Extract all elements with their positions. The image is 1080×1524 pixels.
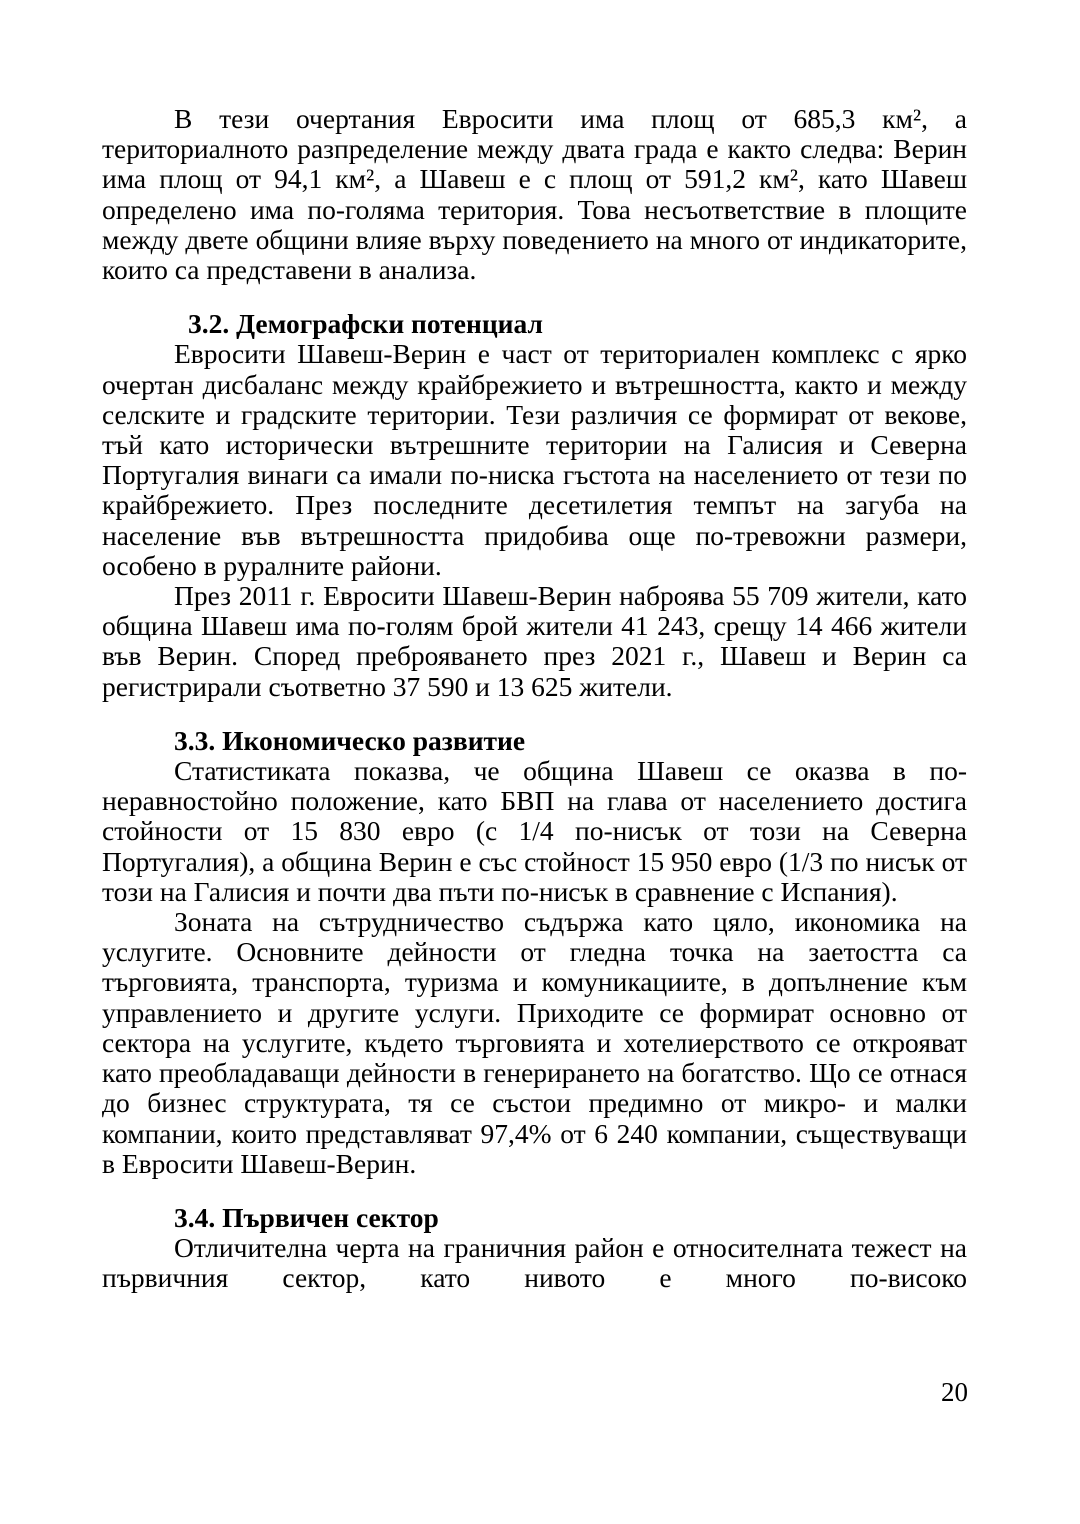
section-heading-demographic: 3.2. Демографски потенциал (188, 308, 543, 340)
economic-paragraph-1: Статистиката показва, че община Шавеш се оказва в по-неравностойно положение, като БВП на глава от населението достига стойности от 15 830 евро (с 1/4 по-нисък от този на Северна Португалия), а община Верин е със стойност 15 950 евро (1/3 по нисък от този на Галисия и почти два пъти по-нисък в сравнение с Испания). (102, 755, 967, 907)
section-heading-primary-sector: 3.4. Първичен сектор (174, 1201, 439, 1233)
spacer (102, 702, 967, 726)
demographic-paragraph-1: Евросити Шавеш-Верин е част от териториален комплекс с ярко очертан дисбаланс между крайбрежието и вътрешността, както и между селските и градските територии. Тези различия се формират от векове, тъй като исторически вътрешните територии на Галисия и Северна Португалия винаги са имали по-ниска гъстота на населението от тези по крайбрежието. През последните десетилетия темпът на загуба на население във вътрешността придобива още по-тревожни размери, особено в руралните райони. (102, 338, 967, 581)
page-number: 20 (941, 1377, 968, 1407)
demographic-paragraph-2: През 2011 г. Евросити Шавеш-Верин наброява 55 709 жители, като община Шавеш има по-голям брой жители 41 243, срещу 14 466 жители във Верин. Според преброяването през 2021 г., Шавеш и Верин са регистрирали съответно 37 590 и 13 625 жители. (102, 580, 967, 702)
spacer (102, 1179, 967, 1203)
economic-paragraph-2: Зоната на сътрудничество съдържа като цяло, икономика на услугите. Основните дейности от гледна точка на заетостта са търговията, транспорта, туризма и комуникациите, в допълнение към управлението и другите услуги. Приходите се формират основно от сектора на услугите, където търговията и хотелиерството се открояват като преобладаващи дейности в генерирането на богатство. Що се отнася до бизнес структурата, тя се състои предимно от микро- и малки компании, които представляват 97,4% от 6 240 компании, съществуващи в Евросити Шавеш-Верин. (102, 906, 967, 1179)
section-heading-economic: 3.3. Икономическо развитие (174, 724, 526, 756)
spacer (102, 285, 967, 309)
primary-sector-paragraph-1: Отличителна черта на граничния район е относителната тежест на първичния сектор, като нивото е много по-високо (102, 1232, 967, 1294)
page-body (102, 104, 967, 1294)
intro-paragraph-1: В тези очертания Евросити има площ от 685,3 км², а териториалното разпределение между двата града е както следва: Верин има площ от 94,1 км², а Шавеш е с площ от 591,2 км², като Шавеш определено има по-голяма територия. Това несъответствие в площите между двете общини влияе върху поведението на много от индикаторите, които са представени в анализа. (102, 103, 967, 286)
